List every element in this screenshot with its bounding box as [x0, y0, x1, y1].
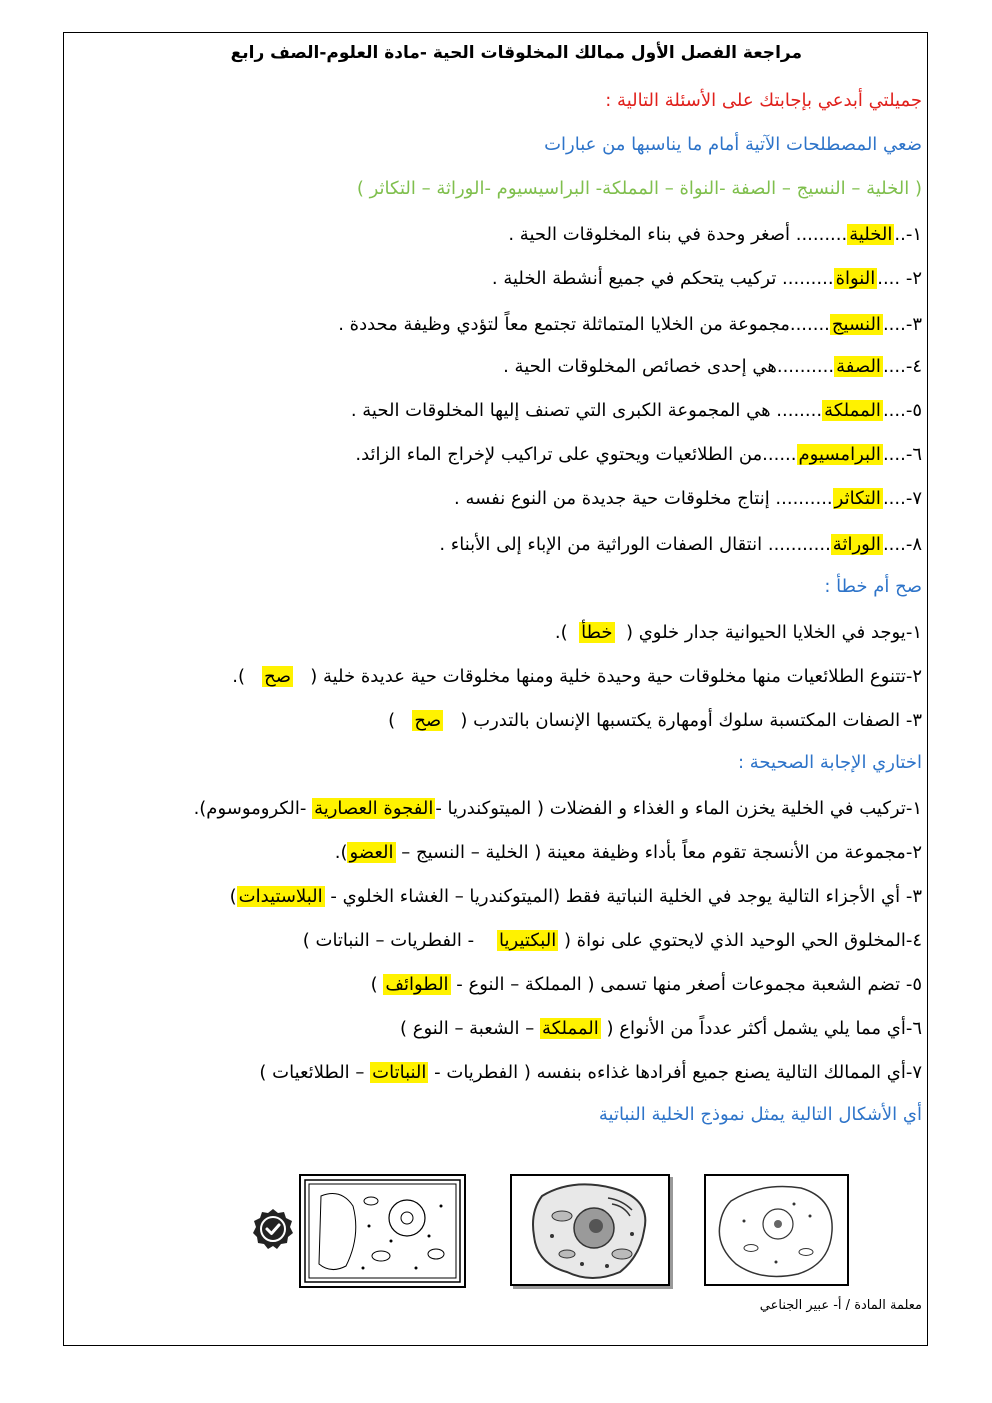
item-text: ......... تركيب يتحكم في جميع أنشطة الخلية . — [491, 268, 834, 289]
list-item — [400, 1016, 922, 1042]
answer-highlight: النواة — [835, 268, 876, 289]
list-item — [454, 486, 922, 512]
item-text: ٢-تتنوع الطلائعيات منها مخلوقات حية وحيدة خلية ومنها مخلوقات حية عديدة خلية ( — [310, 666, 922, 687]
item-text: ) — [229, 886, 237, 907]
item-text: ٣- الصفات المكتسبة سلوك أومهارة يكتسبها الإنسان بالتدرب ( — [460, 710, 922, 731]
answer-highlight: الخلية — [849, 224, 893, 245]
answer-highlight: خطأ — [581, 622, 613, 643]
answer-highlight: المملكة — [824, 400, 881, 421]
item-number: ٧-.... — [882, 488, 922, 509]
item-number: ٨-.... — [882, 534, 922, 555]
answer-highlight: الصفة — [836, 356, 881, 377]
section4-heading: أي الأشكال التالية يمثل نموذج الخلية النباتية — [598, 1104, 922, 1125]
list-item — [371, 972, 922, 998]
section2-heading: صح أم خطأ : — [824, 576, 922, 597]
list-item — [555, 620, 922, 646]
item-text: .......مجموعة من الخلايا المتماثلة تجتمع معاً لتؤدي وظيفة محددة . — [338, 314, 830, 335]
item-text: ........... انتقال الصفات الوراثية من الإباء إلى الأبناء . — [439, 534, 831, 555]
animal-cell-figure[interactable] — [510, 1174, 670, 1286]
item-text: - الفطريات – النباتات ) — [302, 930, 475, 951]
answer-highlight: الطوائف — [385, 974, 449, 995]
item-text: ) — [370, 974, 378, 995]
answer-highlight: التكاثر — [834, 488, 881, 509]
answer-highlight: النسيج — [831, 314, 881, 335]
terms-list: ( الخلية – النسيج – الصفة -النواة – المملكة- البراسيسيوم -الوراثة – التكاثر ) — [356, 178, 922, 199]
list-item — [259, 1060, 922, 1086]
item-text: ) — [388, 710, 396, 731]
simple-cell-figure[interactable] — [704, 1174, 849, 1286]
check-badge-icon — [252, 1208, 294, 1250]
item-text: ١-تركيب في الخلية يخزن الماء و الغذاء و الفضلات ( الميتوكندريا - — [435, 798, 922, 819]
item-text: ). — [554, 622, 568, 643]
item-text: ). — [334, 842, 348, 863]
item-text: ٣- أي الأجزاء التالية يوجد في الخلية النباتية فقط (الميتوكندريا – الغشاء الخلوي - — [330, 886, 922, 907]
answer-highlight: البلاستيدات — [238, 886, 323, 907]
list-item — [232, 664, 922, 690]
answer-highlight: النباتات — [372, 1062, 427, 1083]
item-text: ٢-مجموعة من الأنسجة تقوم معاً بأداء وظيفة معينة ( الخلية – النسيج – — [401, 842, 922, 863]
item-text: ..........هي إحدى خصائص المخلوقات الحية . — [503, 356, 835, 377]
item-text: -الكروموسوم). — [193, 798, 307, 819]
simple-cell-drawing — [706, 1176, 847, 1284]
item-number: ٥-.... — [882, 400, 922, 421]
answer-highlight: الوراثة — [832, 534, 881, 555]
list-item — [355, 442, 922, 468]
intro-line: جميلتي أبدعي بإجابتك على الأسئلة التالية : — [605, 90, 922, 111]
section1-heading: ضعي المصطلحات الآتية أمام ما يناسبها من عبارات — [544, 134, 922, 155]
item-text: – الشعبة – النوع ) — [400, 1018, 535, 1039]
item-number: ٦-.... — [882, 444, 922, 465]
list-item — [338, 312, 922, 338]
plant-cell-figure[interactable] — [299, 1174, 466, 1288]
list-item — [303, 928, 922, 954]
list-item — [503, 354, 922, 380]
section3-heading: اختاري الإجابة الصحيحة : — [737, 752, 922, 773]
list-item — [439, 532, 922, 558]
page-title: مراجعة الفصل الأول ممالك المخلوقات الحية -مادة العلوم-الصف رابع — [230, 43, 802, 63]
item-number: ٢- .... — [877, 268, 922, 289]
item-number: ٣-.... — [882, 314, 922, 335]
list-item — [351, 398, 922, 424]
list-item — [335, 840, 922, 866]
answer-highlight: الفجوة العصارية — [314, 798, 434, 819]
list-item — [194, 796, 922, 822]
list-item — [492, 266, 922, 292]
answer-highlight: العضو — [349, 842, 394, 863]
answer-highlight: البرامسيوم — [798, 444, 881, 465]
item-text: ١-يوجد في الخلايا الحيوانية جدار خلوي ( — [625, 622, 922, 643]
item-text: ........ هي المجموعة الكبرى التي تصنف إليها المخلوقات الحية . — [350, 400, 823, 421]
item-text: ). — [232, 666, 245, 687]
list-item — [388, 708, 922, 734]
item-text: ......من الطلائعيات ويحتوي على تراكيب لإخراج الماء الزائد. — [355, 444, 797, 465]
list-item — [230, 884, 922, 910]
item-text: ٤-المخلوق الحي الوحيد الذي لايحتوي على نواة ( — [563, 930, 922, 951]
animal-cell-drawing — [512, 1176, 668, 1284]
item-text: .......... إنتاج مخلوقات حية جديدة من النوع نفسه . — [454, 488, 833, 509]
item-text: ٧-أي الممالك التالية يصنع جميع أفرادها غذاءه بنفسه ( الفطريات - — [434, 1062, 922, 1083]
item-number: ٤-.... — [882, 356, 922, 377]
answer-highlight: المملكة — [541, 1018, 599, 1039]
answer-highlight: صح — [264, 666, 292, 687]
item-number: ١-.. — [894, 224, 922, 245]
list-item — [508, 222, 922, 248]
item-text: – الطلائعيات ) — [259, 1062, 365, 1083]
answer-highlight: البكتيريا — [499, 930, 557, 951]
answer-highlight: صح — [414, 710, 442, 731]
item-text: ٥- تضم الشعبة مجموعات أصغر منها تسمى ( المملكة – النوع - — [456, 974, 922, 995]
plant-cell-drawing — [301, 1176, 464, 1286]
teacher-signature: معلمة المادة / أ- عبير الجناعي — [759, 1298, 922, 1313]
item-text: ......... أصغر وحدة في بناء المخلوقات الحية . — [508, 224, 848, 245]
item-text: ٦-أي مما يلي يشمل أكثر عدداً من الأنواع ( — [606, 1018, 922, 1039]
